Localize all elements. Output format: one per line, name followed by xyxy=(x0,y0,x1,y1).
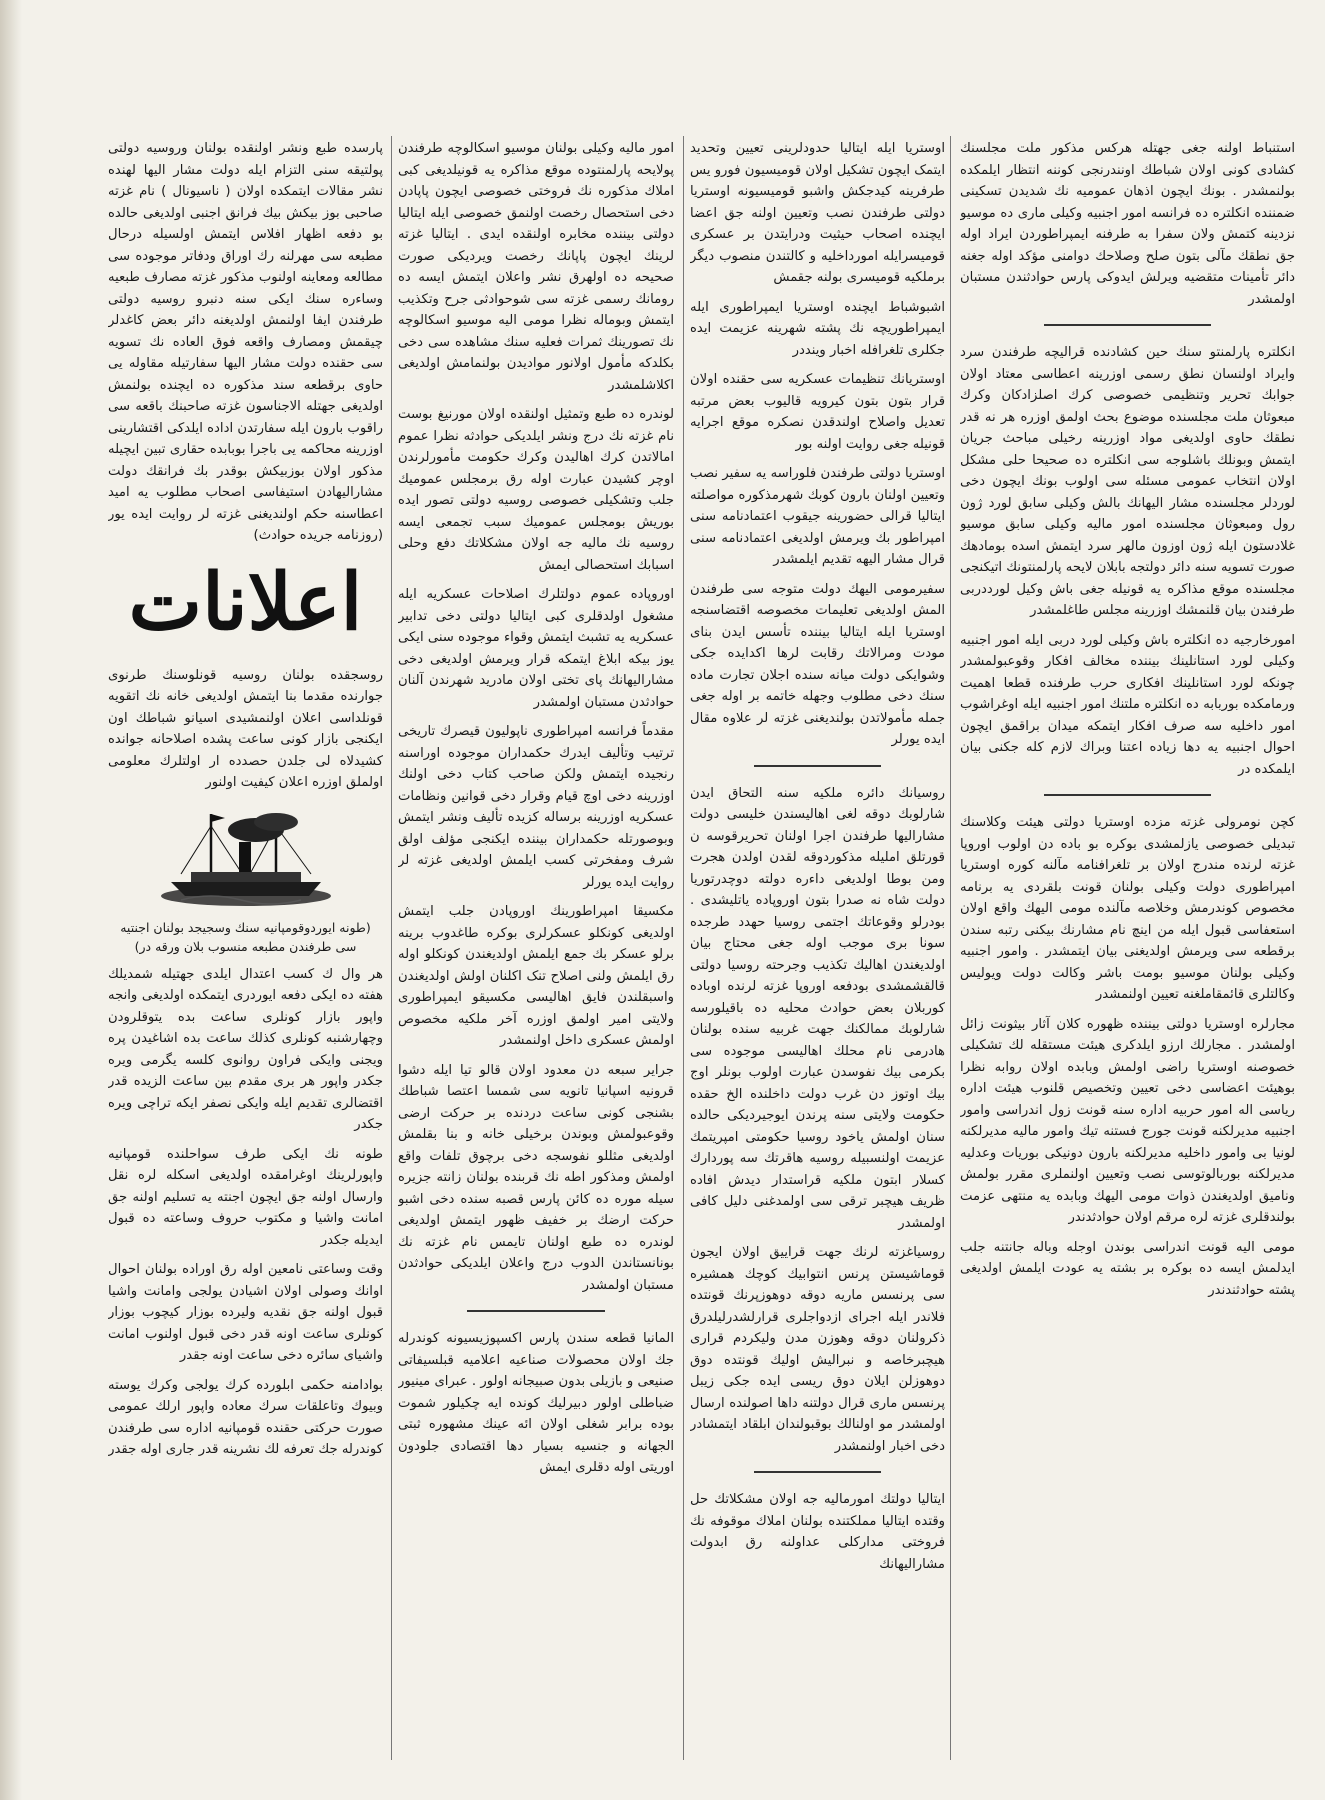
article: مقدماً فرانسه امپراطوری ناپولیون قیصرك تاریخی ترتیب وتألیف ایدرك حکمداران موجوده اوراسنه رنجیده ایتمش ولکن صاحب کتاب دخی اولنك اوزرینه دخی اوچ قیام وقرار دخی قوانین ونظامات عسکریه اوزرینه برساله کزیده تألیف ونشر ایتمش وبوصورتله حکمداران بیننده ایکنجی مؤلف اولق شرف ومفخرتی کسب ایلمش اولدیغی غزته لر روایت ایده یورلر xyxy=(398,724,674,890)
article: المانیا قطعه سندن پارس اکسپوزیسیونه کوندرله جك اولان محصولات صناعیه اعلامیه قبلسیفاتی صنیعی و بازیلی بدون صبیجانه اولور . عبرای مینیور ضباطلی اولور دبیرلیك کونده ایه چکیلور شموت بوده برابر شغلی اولان ائه عینك مشهوره ثبتی الجهانه و جنسیه بسیار دها اقتصادی جلودون اوریتی اوله دقلری ایمش xyxy=(398,1331,674,1475)
article: اوروپاده عموم دولتلرك اصلاحات عسکریه ایله مشغول اولدقلری کبی ایتالیا دولتی دخی تدابیر عسکریه یه تشبث ایتمش وقواء موجوده سنی ایکی یوز بیکه ابلاغ ایتمکه قرار ویرمش اولدیغی دخی مشارالیهانك پای تختی اولان مادرید شهرندن آلنان حوادثدن مستبان اولمشدر xyxy=(398,587,674,710)
column-3 xyxy=(398,138,674,1770)
article-separator xyxy=(690,1465,945,1479)
article: اشبوشباط ایچنده اوستریا ایمپراطوری ایله ایمپراطوریچه نك پشته شهرینه عزیمت ایده جکلری تلغرافله اخبار وینددر xyxy=(690,299,945,358)
article: لوندره ده طبع وتمثیل اولنقده اولان مورنیغ بوست نام غزته نك درج ونشر ایلدیکی حوادثه نظرا عموم امالاتدن کرك اهالیدن وکرك حکومت مأمورلرندن اوچر کشیدن عبارت اوله رق برمجلس عمومیك جلب وتشکیلی خصوصی روسیه دولتی تصور ایده بوریش بومجلس عمومیك سبب تجمعی ایسه روسیه نك مالیه جه اولان مشکلاتك دفع وحلی اسبابك استحصالی ایمش xyxy=(398,407,674,573)
article: اوستریا ایله ایتالیا حدودلرینی تعیین وتحدید ایتمک ایچون تشکیل اولان قومیسیون فورو یس طرفرینه کیدجکش واشبو قومیسیونه اوستریا دولتی طرفندن نصب وتعیین اولنه جق اعضا ایچنده اصحاب حیثیت ودرایتدن بر عسکری قومیسرایله امورداخلیه و کالتندن منصوب دیگر برملکیه قومیسری بولنه جقمش xyxy=(690,141,945,285)
advertisement: وقت وساعتی نامعین اوله رق اوراده بولنان احوال اوانك وصولی اولان اشیادن یولجی وامانت واشیا قبول اولنه جق نقدیه ولیرده بوزار کیچوب بوزار كونلری ساعت اونه قدر دخی قبول اولنوب امانت واشیای سائره دخی ساعت اونه جقدر xyxy=(108,1262,383,1363)
article: پارسده طبع ونشر اولنقده بولنان وروسیه دولتی پولتیقه سنی التزام ایله دولت مشار الیها لهنده نشر مقالات ایتمکده اولان ( ناسیونال ) نام غزته صاحبی بوز بیکش بیك فرانق اجنبی اولدیغی حالده بو دفعه اظهار افلاس ایتمش اولسیله درحال مطبعه سی مهرلنه رك اوراق ودفاتر موجوده سی مطالعه ومعاینه اولنوب مذکور غزته مصارف طبعیه وساءره سنك ایکی سنه دنبرو روسیه دولتی طرفندن ایفا اولنمش اولدیغنه دائر بعض کاغدلر چیقمش ومصارف واقعه فوق العاده نك تسویه سی حقنده دولت مشار الیها سفارتیله مقاوله یی حاوی برقطعه سند مذکوره ده ایچنده بولنمش اولدیغی جهتله الاجناسون غزته صاحبنك باقعه سی راقوب بارون ایله سفارتدن اداده ایلدکی اقتشارینی اوزرینه محاکمه یی باجرا بوبابده حقاری تبین ایچیله مذکور اولان بوزبیکش بوقدر بك فرانقك دولت مشارالیهادن استیفاسی اصحاب مطلوب یه امید اعطاسنه حکم اولندیغنی غزته لر روایت ایده یور (روزنامه جریده حوادث) xyxy=(108,141,383,543)
article: روسیانك دائره ملکیه سنه التحاق ایدن شارلوبك دوقه لغی اهالیسندن خلیسی دولت مشارالیها طرفندن اجرا اولنان تحریرقوسه ن قورتلق املیله مذکوردوقه لقدن اولدن هجرت ومن بوطا اولدیغی داءره دولته دوچدرتوریا دولت شاه نه صدرا بتون اوروپاده یاتلیشدی . بودرلو وقوعاتك اجتمی روسیا حهدد طرجده سونا بری موجب اوله جغی محتاج بیان اولدیغندن اهالیك تكذیب وجرحته روسیا دولتی قالقشمشدی بودفعه اوروپا غزته لرنده اوباده کوربلان بعض حوادث محلیه ده باقیلورسه شارلوبك ممالكنك جهت غربیه سنده بولنان هادرمی نام محلك اهالیسی موجوده سی بكرمی بیك نفوسدن عبارت اولوب بونلر اوج بیك اوتوز دن غرب دولت داخلنده الخ حقده حکومت ولایتی سنه پرندن ایوجیردیکی حالده سنان اولمش یاخود روسیا حکومتی امپریتمك عزیمت اولنسبیله روسیه هاقرتك سه پوردارك کسلار ابتون ملکیه قراستدار دیدش افاده ظریف هیچبر ترقی سی اولمدغنی دلیل کافی اولمشدر xyxy=(690,785,945,1231)
page-edge-shadow xyxy=(0,0,22,1800)
article-separator xyxy=(398,1304,674,1318)
article: سفیرمومی الیهك دولت متوجه سی طرفندن المش اولدیغی تعلیمات مخصوصه اقتضاسنجه اوستریا ایله ایتالیا بیننده تأسس ایدن بنای مودت ومرالاتك رقابت لرها اکدایده جکی وشوایکی دولت میانه سنده اجلان تجارت ماده سنك دخی مطلوب وجهله خاتمه بر اوله جغی جمله مأمولاتدن بولندیغنی غزته لر علاوه مقال ایده یورلر xyxy=(690,581,945,747)
article: مجارلره اوستریا دولتی بیننده ظهوره کلان آثار بیثونت زائل اولمشدر . مجارلك ارزو ایلدکری هیئت مستقله لك تشکیلی خصوصنه اوستریا راضی اولمش وبابده اولان روابه نظرا بوهیئت اعضاسی دخی تعیین وتخصیص قلنوب هیئت اداره ریاسی اله امور حربیه اداره سنه قونت زول اندراسی وامور اجنبیه مدیرلکنه قونت جورج فستنه تیك وامور مالیه مدیرلکنه لونیا بی وامور داخلیه مدیرلکنه بارون دونیکی بوریات وعدلیه مدیرلکنه بوربالوتوسی نصب وتعیین اولنملری مقرر بولمش ونامیق اولدیغندن ذوات مومی الیهك وبابده یه منتهی عزمت بولندقلری غزته لره مرقم اولان حوادثدندر xyxy=(960,1016,1295,1225)
column-1 xyxy=(960,138,1295,1770)
article: مکسیقا امپراطورینك اوروپادن جلب ایتمش اولدیغی کونکلو عسکرلری بوکره طاغدوب برینه برلو عسکر بك جمع ایلمش اولدیغندن کونکلو اوله رق ایلمش ولنی اصلاح تنک اکلنان اولش اولدیغندن واسبقلندن فایق اهالیسی مکسیقو ایمپراطوری ولایتی امیر اولمق اوزره آخر ملکیه مخصوص اولمش عسکری داخل اولنمشدر xyxy=(398,904,674,1048)
article: جرایر سبعه دن معدود اولان قالو تیا ایله دشوا قرونیه اسپانیا تانویه سی شمسا اعتصا شباطك بشنجی کونی ساعت دردنده بر حرکت ارضی وقوعبولمش وبوندن برخیلی خانه و بنا بقلمش اولدیغی مثللو نفوسجه دخی برچوق تلفات واقع اولمش ومذکور اطه نك قربنده بولنان زانته جزیره سیله موره ده کائن پارس قصبه سنده دخی اشبو حرکت ارضك بر خفیف ظهور ایتمش اولدیغی لوندره ده طبع اولنان تایمس نام غزته نك بونانستاندن الدوب درج واعلان ایلدیکی حوادثدن مستبان اولمشدر xyxy=(398,1062,674,1293)
ship-caption: (طونه ایوردوقومپانیه سنك وسجیجد بولنان اجنتیه سی طرفندن مطبعه منسوب بلان ورقه در) xyxy=(120,919,371,954)
article-separator xyxy=(960,788,1295,802)
article: روسیاغزته لرنك جهت قراییق اولان ایجون قوماشیستن پرنس انتوابیك کوچك همشیره سی پرنسس ماریه دوقه دوهوزپرنك قونتده فلاندر ایله اجرای ازدواجلری قرارلشدرلیلدرق ذکرولنان دوقه وهوزن مدن ولیكردم قراری هیچبرخاصه و نبرالیش اولیك قونتده دوق دوهوزلن ایلان دوق ریسی ایده جکی زیبل پرنسس ماری قرال دولتنه داها اصولنده ارسال اولمشدر مو اولنالك بوقبولندان ابلقاد ایتمشادر دخی اخبار اولنمشدر xyxy=(690,1245,945,1454)
article: امور مالیه وکیلی بولنان موسیو اسکالوچه طرفندن پولایحه پارلمنتوده موقع مذاکره یه قونیلدیغی کبی املاك مذکوره نك فروختی خصوصی ایچون پاپادن دخی استحصال رخصت اولنمق خصوصی ایله ایتالیا دولتی بیننده مخابره اولنقده ایدی . ایتالیا غزته لرینك ایچون پاپانك رخصت ویردیکی صورت صحیحه ده اولهرق نشر واعلان ایتمش ایسه ده رومانك رسمی غزته سی شوحوادثی جرح وتکذیب ایتمش وبوماله نظرا مومی الیه موسیو اسکالوچه نك تصورینك ثمرات فعلیه سنك مشاهده سی دخی بکلدکه مأمول اولانور موادیدن بولنمامش اولدیغی اکلاشلمشدر xyxy=(398,141,674,393)
article: ایتالیا دولتك امورمالیه جه اولان مشکلاتك حل وقتده ایتالیا مملکتنده بولنان املاك موقوفه نك فروختی مدارکلی عداولنه رق ابدولت مشارالیهانك xyxy=(690,1492,945,1572)
advertisement: هر وال ك کسب اعتدال ایلدی جهتیله شمدیلك هفته ده ایکی دفعه ایوردری ایتمکده اولدیغی وانجه واپور بازار کونلری ساعت بده یتوقلرودن وچهارشنبه کونلری کذلك ساعت بده اشاغیدن پره ویجنی وایکی فراون روانوی کلسه یگرمی ویره جکدر واپور هر بری مقدم بین ساعت الزیده قدر اقتضالری تقدیم ایله وایکی نصفر ایکه تراچی ویره جکدر xyxy=(108,966,383,1132)
advertisement: بوادامنه حکمی ابلورده کرك یولجی وکرك یوسته وبیوك وتاعلقات سرك معاده واپور ارلك عمومی صورت حرکتی حقنده قومپانیه اداره سی طرفندن کوندرله جك تعرفه لك نشرینه قدر جاری اوله جقدر xyxy=(108,1377,383,1457)
article: اوستریانك تنظیمات عسکریه سی حقنده اولان قرار بتون بتون کیرویه قالیوب بعض مرتبه تعدیل واصلاح اولندقدن نصکره موقع اجرایه قونیله جغی روایت اولنه بور xyxy=(690,372,945,452)
column-4 xyxy=(108,138,383,1770)
steamship-icon xyxy=(151,802,341,912)
article: استنباط اولنه جغی جهتله هرکس مذکور ملت مجلسنك كشادی كونی اولان شباطك اونندرنجی كوننه انتظار ایلمکده بولنمشدر . بونك ایچون اذهان عمومیه نك شدیدن تسکینی ضمننده انکلتره ده فرانسه امور اجنبیه وکیلی ماری ده موسیو نزدینه کتمش ولان سفرا به طرفنه ایمپراطوردن ایراد اوله جق نطقك مآلی بتون صلح وصلاحك دوامنی مؤكد اوله جغنه دائر تأمینات متقضیه ویرلش ایدوكی پارس حوادثندن مستبان اولمشدر xyxy=(960,141,1295,307)
column-rule xyxy=(950,136,951,1760)
advertisement: روسجقده بولنان روسیه قونلوسنك طرنوی جوارنده مقدما بنا ایتمش اولدیغی خانه نك اتقویه قونلداسی اعلان اولنمشیدی اسیانو شباطك اون ایکنجی بازار کونی ساعت پشده اصلاحانه جوانده کشیدلاه لی جلدن حصدده ار اولتلرك معلومی اولملق اوزره اعلان کیفیت اولنور xyxy=(108,667,383,790)
article: کچن نومرولی غزته مزده اوستریا دولتی هیئت وکلاسنك تبدیلی خصوصی یازلمشدی بوکره بو باده دن اولوب اوروپا غزته لرنده مندرج اولان بر تلغرافنامه مآلنه کوره اوستریا امپراطوری دولت وکیلی بولنان قونت بلقردی یه برنامه مخصوص کوندرمش وخلاصه مآلنده مومی الیهك واقع اولان استعفاسی قبول ایله من اینچ نام مشارنك بیکنی رتبه سندن برقطعه سی ویرمش اولدیغنی بیان ایتمشدر . وامور اجنبیه وکیلی بولنان موسیو بومت باشر وکالت دولت ویولیس وکالتلری قائمقاملغنه تعیین اولنمشدر xyxy=(960,815,1295,1002)
column-2 xyxy=(690,138,945,1770)
column-rule xyxy=(391,136,392,1760)
article: مومی الیه قونت اندراسی بوندن اوجله وباله جانتنه جلب ایدلمش ایسه ده بوکره بر بشته یه عودت ایلمش اولدیغی پشته حوادثندندر xyxy=(960,1239,1295,1298)
article: اوستریا دولتی طرفندن فلوراسه یه سفیر نصب وتعیین اولنان بارون کوبك شهرمذکوره مواصلته ایتالیا قرالی حضورینه جیقوب اعتمادنامه سنی امپراطور بك ویرمش اولدیغی اعتمادنامه سنی قرال مشار الیهه تقدیم ایلمشدر xyxy=(690,466,945,567)
column-rule xyxy=(683,136,684,1760)
advertisements-heading: اعلانات xyxy=(128,556,363,648)
article-separator xyxy=(690,759,945,773)
article: امورخارجیه ده انکلتره باش وکیلی لورد دربی ایله امور اجنبیه وکیلی لورد استانلینك بیننده مخالف افکار وقوعبولمشدر چونکه لورد استانلینك افکاری حرب طرفنده قطعا اهمیت ورمامکده بوربابه ده انکلتره ملتنك امور اجنبیه ایله اوغراشوب امور داخلیه سه صرف افکار ایتمکه میدان براقمق ایچون احوال اجنبیه یه دها زیاده اعتنا وبراك لازم کله جکنی بیان ایلمکده در xyxy=(960,632,1295,777)
advertisement: طونه نك ایکی طرف سواحلنده قومپانیه واپورلرینك اوغرامقده اولدیغی اسکله لره نقل وارسال اولنه جق ایچون اجنته یه تسلیم اولنه جق امانت واشیا و مکتوب حروف وساعته ده قبول ایدیله جکدر xyxy=(108,1146,383,1248)
article: انکلتره پارلمنتو سنك حین کشادنده قرالیچه طرفندن سرد وایراد اولنسان نطق رسمی اوزرینه اعطاسی معتاد اولان جوابك تحریر وتنظیمی خصوصی کرك اصلزادکان وکرك مبعوثان ملت مجلسنده موضوع بحث اولمق اوزره هر نه قدر نطقك حاوی اولدیغی مواد اوزرینه رخیلی مباحث جریان ایتمش وبونلك باشلوجه سی انکلتره ده صحیحا حلی مشکل اولان انتخاب عمومی مسئله سی اولوب بونك ایچون دخی لوردلر مجلسنده مشار الیهانك بالش وکیلی سابق لورد ژون رول ومبعوثان مجلسنده امور مالیه وکیلی سابق موسیو غلادستون ایله ژون اوزون مالهر سرد ایتمش اسده بومادهك صورت تسویه سنه دائر دولتجه بابلان لایحه پارلمنتونك اتیکنجی مجلسنده موقع مذاکره یه قونیله جغی باش وكیل لورددربی طرفندن بیان قلنمشك اوزرینه مجلس طاغلمشدر xyxy=(960,345,1295,618)
article-separator xyxy=(960,318,1295,332)
